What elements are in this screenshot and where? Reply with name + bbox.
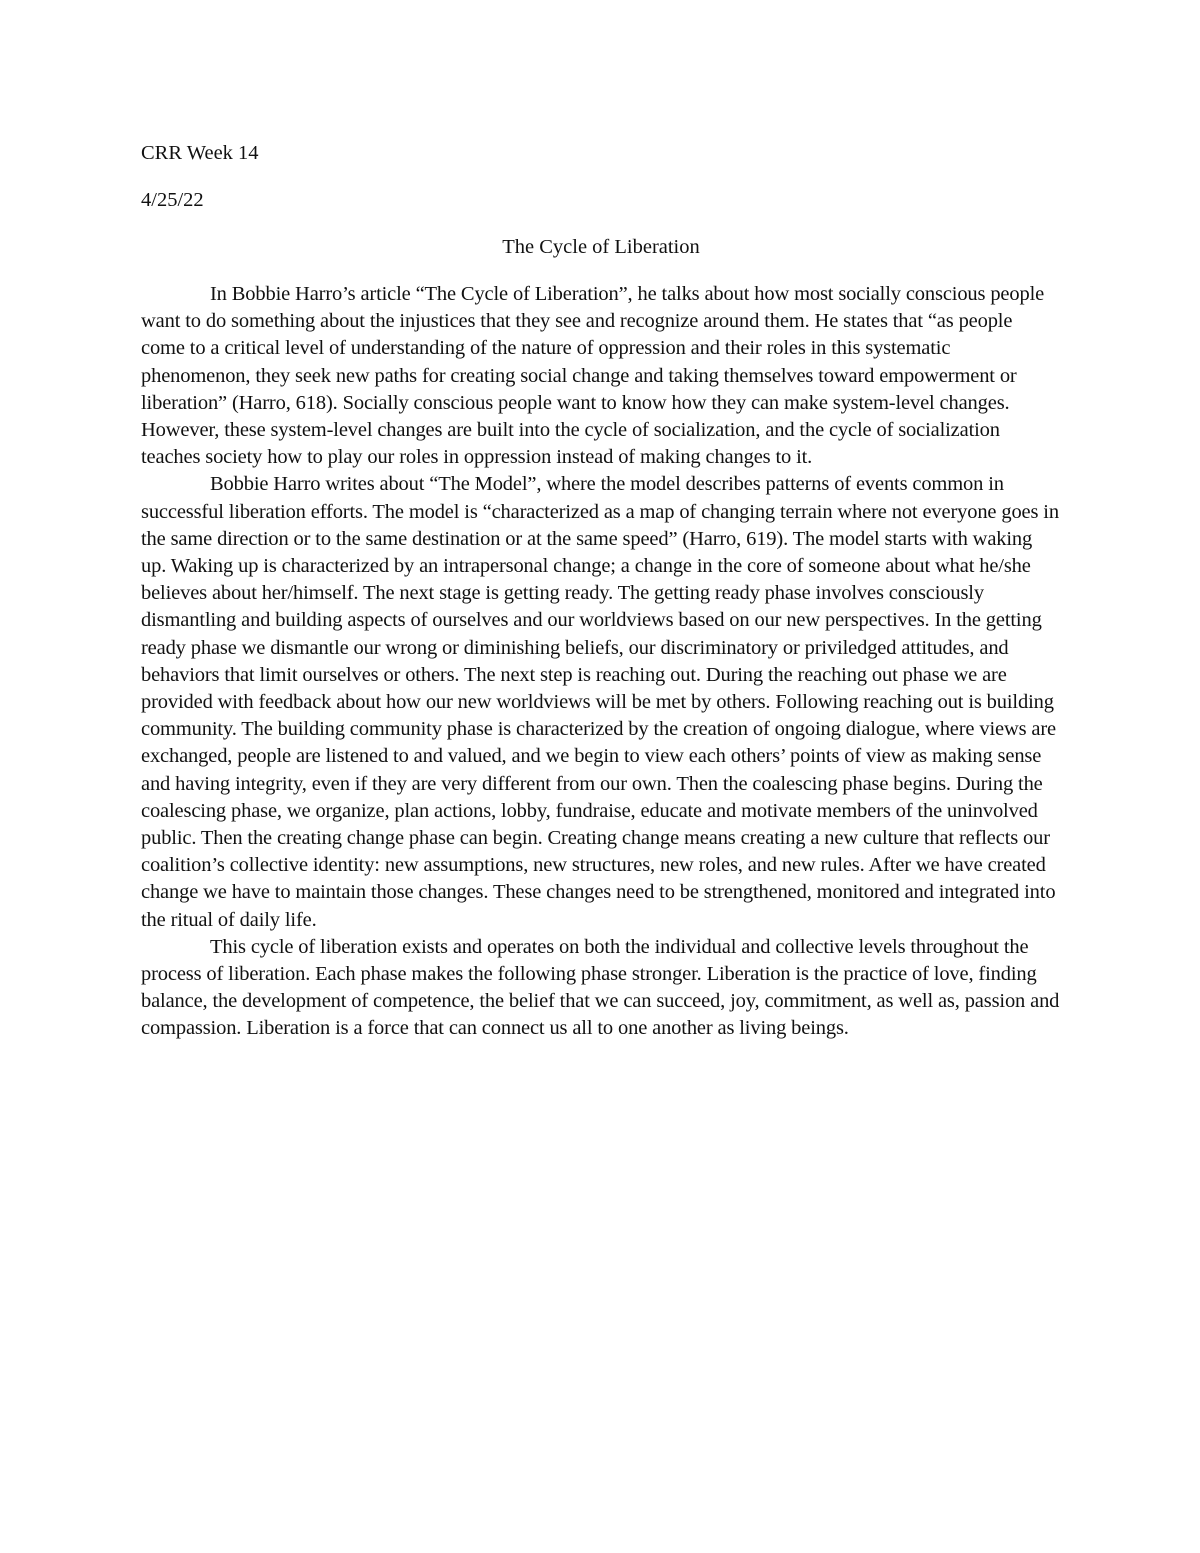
paragraph-intro: In Bobbie Harro’s article “The Cycle of Liberation”, he talks about how most socially conscious people want to do something about the injustices that they see and recognize around them. He states that “as people come to a critical level of understanding of the nature of oppression and their roles in this systematic phenomenon, they seek new paths for creating social change and taking themselves toward empowerment or liberation” (Harro, 618). Socially conscious people want to know how they can make system-level changes. However, these system-level changes are built into the cycle of socialization, and the cycle of socialization teaches society how to play our roles in oppression instead of making changes to it. <box>141 283 1045 469</box>
paragraph-conclusion: This cycle of liberation exists and operates on both the individual and collective levels throughout the process of liberation. Each phase makes the following phase stronger. Liberation is the practice of love, finding balance, the development of competence, the belief that we can succeed, joy, commitment, as well as, passion and compassion. Liberation is a force that can connect us all to one another as living beings. <box>141 935 1060 1040</box>
document-title: The Cycle of Liberation <box>502 236 700 258</box>
course-label: CRR Week 14 <box>141 142 259 164</box>
date-label: 4/25/22 <box>141 189 204 211</box>
paragraph-model: Bobbie Harro writes about “The Model”, where the model describes patterns of events common in successful liberation efforts. The model is “characterized as a map of changing terrain where not everyone goes in the same direction or to the same destination or at the same speed” (Harro, 619). The model starts with waking up. Waking up is characterized by an intrapersonal change; a change in the core of someone about what he/she believes about her/himself. The next stage is getting ready. The getting ready phase involves consciously dismantling and building aspects of ourselves and our worldviews based on our new perspectives. In the getting ready phase we dismantle our wrong or diminishing beliefs, our discriminatory or priviledged attitudes, and behaviors that limit ourselves or others. The next step is reaching out. During the reaching out phase we are provided with feedback about how our new worldviews will be met by others. Following reaching out is building community. The building community phase is characterized by the creation of ongoing dialogue, where views are exchanged, people are listened to and valued, and we begin to view each others’ points of view as making sense and having integrity, even if they are very different from our own. Then the coalescing phase begins. During the coalescing phase, we organize, plan actions, lobby, fundraise, educate and motivate members of the uninvolved public. Then the creating change phase can begin. Creating change means creating a new culture that reflects our coalition’s collective identity: new assumptions, new structures, new roles, and new rules. After we have created change we have to maintain those changes. These changes need to be strengthened, monitored and integrated into the ritual of daily life. <box>141 473 1059 931</box>
document-page <box>141 140 1061 1043</box>
